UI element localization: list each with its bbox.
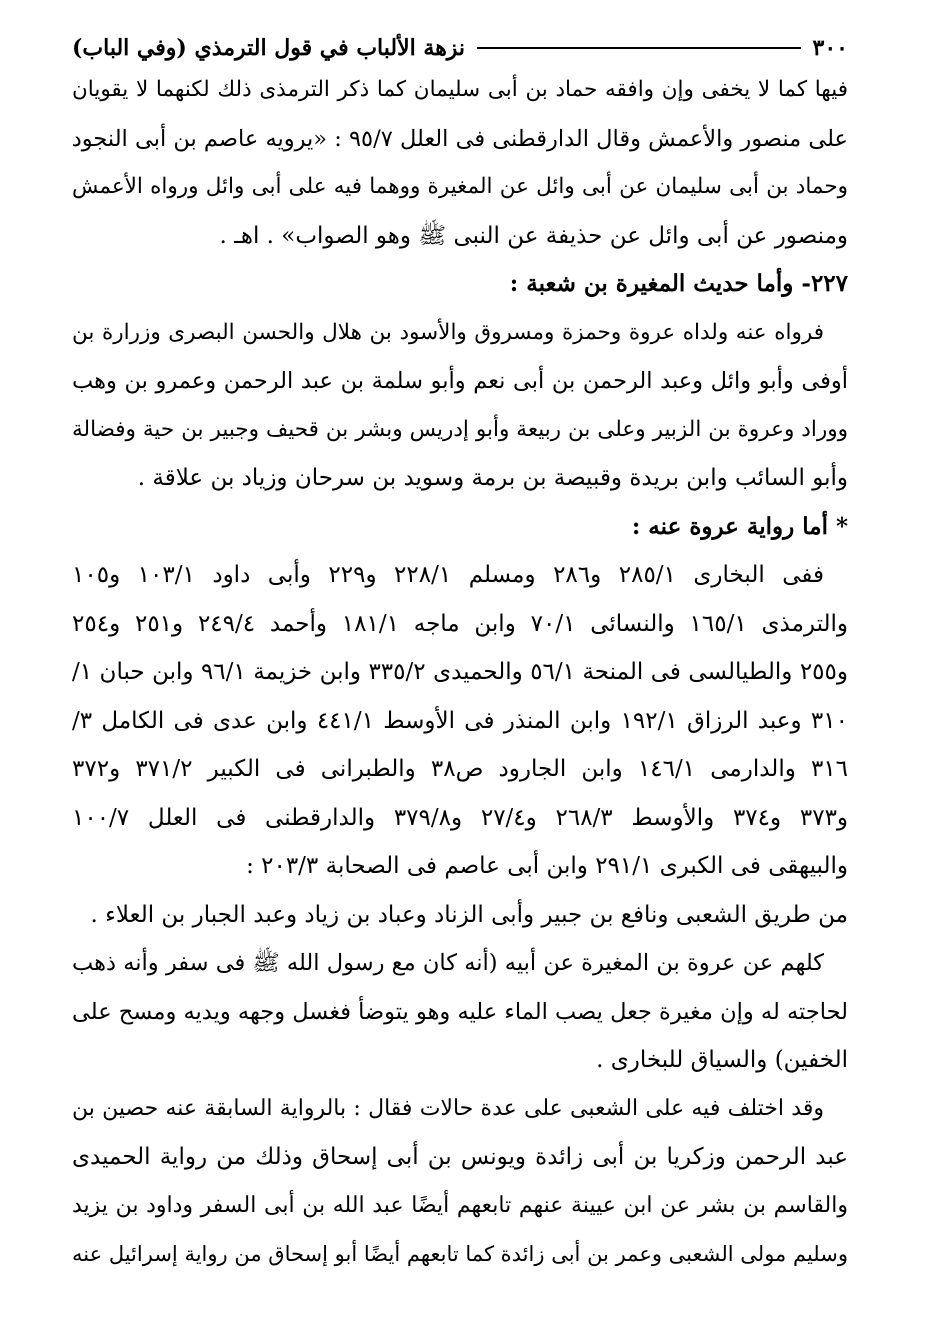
text-line: و٣٧٣ و٣٧٤ والأوسط ٢٦٨/٣ و٢٧/٤ و٣٧٩/٨ والدارقطنى فى العلل ١٠٠/٧: [72, 804, 848, 831]
text-line: ففى البخارى ٢٨٥/١ و٢٨٦ ومسلم ٢٢٨/١ و٢٢٩ وأبى داود ١٠٣/١ و١٠٥: [72, 562, 825, 588]
header-rule: [477, 47, 800, 49]
text-line: من طريق الشعبى ونافع بن جبير وأبى الزناد وعباد بن زياد وعبد الجبار بن العلاء .: [90, 901, 848, 928]
text-line: و٢٥٥ والطيالسى فى المنحة ٥٦/١ والحميدى ٣٣٥/٢ وابن خزيمة ٩٦/١ وابن حبان ١/: [72, 659, 848, 685]
book-page: [72, 30, 848, 1279]
text-line: والقاسم بن بشر عن ابن عيينة عنهم تابعهم أيضًا عبد الله بن أبى السفر وداود بن يزيد: [72, 1192, 848, 1218]
subsection-heading: * أما رواية عروة عنه :: [631, 512, 848, 540]
text-line: ومنصور عن أبى وائل عن حذيفة عن النبى ﷺ وهو الصواب» . اهـ .: [219, 222, 848, 249]
text-line: الخفين) والسياق للبخارى .: [596, 1047, 848, 1073]
text-line: ووراد وعروة بن الزبير وعلى بن ربيعة وأبو إدريس وبشر بن قحيف وجبير بن حية وفضالة: [72, 416, 848, 442]
text-line: والترمذى ١٦٥/١ والنسائى ٧٠/١ وابن ماجه ١٨١/١ وأحمد ٢٤٩/٤ و٢٥١ و٢٥٤: [72, 610, 848, 637]
text-line: وأبو السائب وابن بريدة وقبيصة بن برمة وسويد بن سرحان وزياد بن علاقة .: [137, 465, 848, 491]
text-line: فرواه عنه ولداه عروة وحمزة ومسروق والأسود بن هلال والحسن البصرى وزرارة بن: [72, 319, 824, 345]
page-number: ٣٠٠: [812, 35, 848, 61]
section-heading: ٢٢٧- وأما حديث المغيرة بن شعبة :: [509, 270, 848, 297]
text-line: عبد الرحمن وزكريا بن أبى زائدة ويونس بن أبى إسحاق وذلك من رواية الحميدى: [72, 1144, 848, 1170]
text-line: ٣١٦ والدارمى ١٤٦/١ وابن الجارود ص٣٨ والطبرانى فى الكبير ٣٧١/٢ و٣٧٢: [72, 756, 848, 782]
text-line: وقد اختلف فيه على الشعبى على عدة حالات فقال : بالرواية السابقة عنه حصين بن: [72, 1095, 824, 1121]
body-text: [72, 66, 848, 1279]
text-line: وحماد بن أبى سليمان عن أبى وائل عن المغيرة ووهما فيه على أبى وائل ورواه الأعمش: [72, 174, 848, 199]
text-line: والبيهقى فى الكبرى ٢٩١/١ وابن أبى عاصم فى الصحابة ٢٠٣/٣ :: [246, 853, 848, 879]
text-line: وسليم مولى الشعبى وعمر بن أبى زائدة كما تابعهم أيضًا أبو إسحاق من رواية إسرائيل عنه: [72, 1242, 848, 1266]
text-line: فيها كما لا يخفى وإن وافقه حماد بن أبى سليمان كما ذكر الترمذى ذلك لكنهما لا يقويان: [72, 77, 848, 102]
text-line: كلهم عن عروة بن المغيرة عن أبيه (أنه كان مع رسول الله ﷺ فى سفر وأنه ذهب: [72, 950, 824, 976]
text-line: على منصور والأعمش وقال الدارقطنى فى العلل ٩٥/٧ : «يرويه عاصم بن أبى النجود: [72, 125, 848, 152]
text-line: ٣١٠ وعبد الرزاق ١٩٢/١ وابن المنذر فى الأوسط ٤٤١/١ وابن عدى فى الكامل ٣/: [72, 707, 848, 734]
running-title: نزهة الألباب في قول الترمذي (وفي الباب): [72, 35, 466, 61]
text-line: أوفى وأبو وائل وعبد الرحمن بن أبى نعم وأبو سلمة بن عبد الرحمن وعمرو بن وهب: [72, 368, 848, 394]
text-line: لحاجته له وإن مغيرة جعل يصب الماء عليه وهو يتوضأ فغسل وجهه ويديه ومسح على: [72, 998, 848, 1025]
page-header: [72, 30, 848, 66]
